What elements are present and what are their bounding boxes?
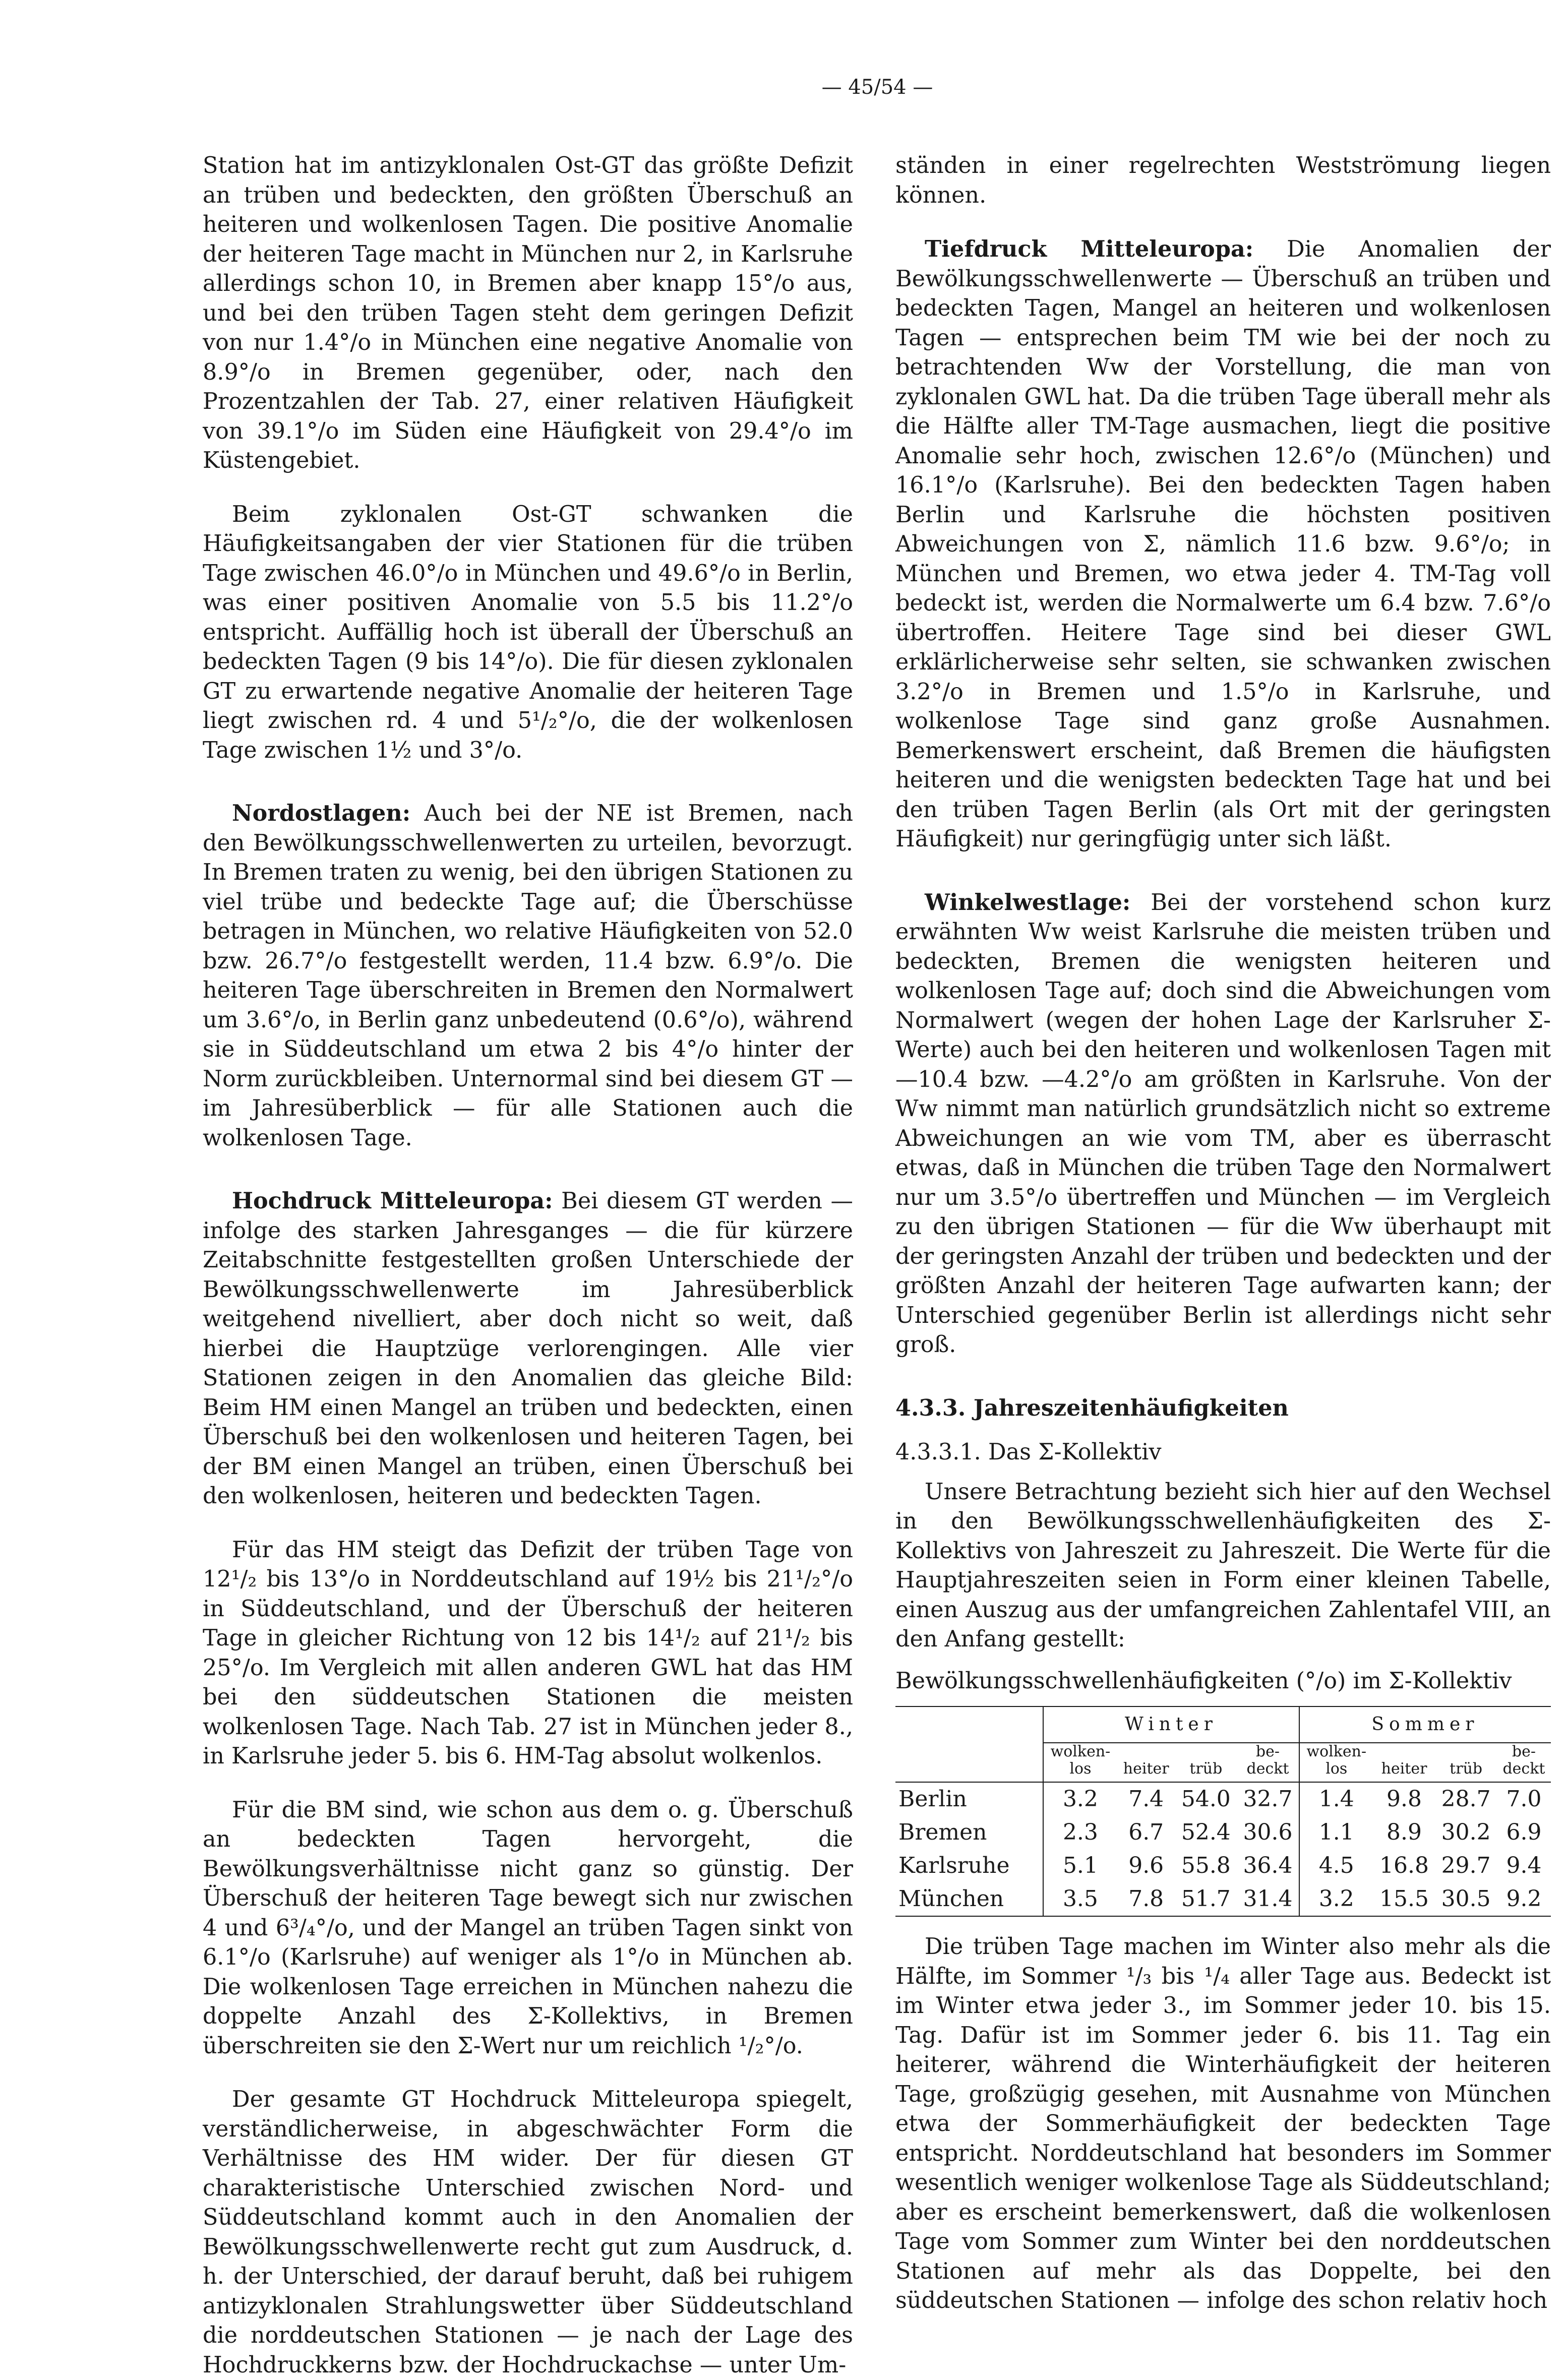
table-cell: 8.9 <box>1387 1819 1422 1845</box>
table-cell: 3.2 <box>1043 1782 1117 1816</box>
right-column <box>895 151 1551 2316</box>
paragraph-lead: Tiefdruck Mitteleuropa: <box>925 236 1254 262</box>
station-name: München <box>898 1886 1004 1912</box>
table-cell: 6.9 <box>1506 1819 1542 1845</box>
paragraph-text: Für das HM steigt das Defizit der trüben Tage von 12¹/₂ bis 13°/o in Norddeutschland auf 19½ bis 21¹/₂°/o in Süddeutschland, und der Überschuß der heiteren Tage in gleicher Richtung von 12 bis 14¹/₂ auf 21¹/₂ bis 25°/o. Im Vergleich mit allen anderen GWL hat das HM bei den süddeutschen Stationen die meisten wolkenlosen Tage. Nach Tab. 27 ist in München jeder 8., in Karlsruhe jeder 5. bis 6. HM-Tag absolut wolkenlos. <box>203 1537 853 1769</box>
left-column <box>203 151 853 2380</box>
table-subheader-row <box>895 1743 1551 1782</box>
table-cell: 6.7 <box>1128 1819 1164 1845</box>
table-group-header: Sommer <box>1299 1706 1551 1743</box>
table-cell: 7.8 <box>1128 1885 1164 1912</box>
table-cell: 15.5 <box>1379 1885 1429 1912</box>
table-column-header: trüb <box>1435 1743 1497 1782</box>
paragraph-text: ständen in einer regelrechten Westströmung liegen können. <box>895 153 1551 208</box>
table-caption: Bewölkungsschwellenhäufigkeiten (°/o) im Σ-Kollektiv <box>895 1668 1512 1694</box>
table-cell: 51.7 <box>1181 1885 1231 1912</box>
paragraph-text: Auch bei der NE ist Bremen, nach den Bewölkungsschwellenwerten zu urteilen, bevorzugt. In Bremen traten zu wenig, bei den übrigen Stationen zu viel trübe und bedeckte Tage auf; die Überschüsse betragen in München, wo relative Häufigkeiten von 52.0 bzw. 26.7°/o festgestellt werden, 11.4 bzw. 6.9°/o. Die heiteren Tage überschreiten in Bremen den Normalwert um 3.6°/o, in Berlin ganz unbedeutend (0.6°/o), während sie in Süddeutschland um etwa 2 bis 4°/o hinter der Norm zurückbleiben. Unternormal sind bei diesem GT — im Jahresüberblick — für alle Stationen auch die wolkenlosen Tage. <box>203 801 853 1151</box>
table-cell: 28.7 <box>1441 1786 1491 1812</box>
paragraph-text: Bei diesem GT werden — infolge des starken Jahresganges — die für kürzere Zeitabschnitte festgestellten großen Unterschiede der Bewölkungsschwellenwerte im Jahresüberblick weitgehend nivelliert, aber doch nicht so weit, daß hierbei die Hauptzüge verlorengingen. Alle vier Stationen zeigen in den Anomalien das gleiche Bild: Beim HM einen Mangel an trüben und bedeckten, einen Überschuß bei den wolkenlosen und heiteren Tagen, bei der BM einen Mangel an trüben, einen Überschuß bei den wolkenlosen, heiteren und bedeckten Tagen. <box>203 1188 854 1509</box>
table-cell: 4.5 <box>1299 1849 1373 1882</box>
paragraph <box>203 500 853 766</box>
paragraph <box>895 1932 1551 2316</box>
table-corner <box>895 1706 1043 1743</box>
table-cell: 9.4 <box>1506 1852 1542 1878</box>
paragraph <box>203 1186 853 1511</box>
table-cell: 54.0 <box>1181 1786 1231 1812</box>
paragraph-text: Für die BM sind, wie schon aus dem o. g. Überschuß an bedeckten Tagen hervorgeht, die Bewölkungsverhältnisse nicht ganz so günstig. Der Überschuß der heiteren Tage bewegt sich nur zwischen 4 und 6³/₄°/o, und der Mangel an trüben Tagen sinkt von 6.1°/o (Karlsruhe) auf weniger als 1°/o in München ab. Die wolkenlosen Tage erreichen in München nahezu die doppelte Anzahl des Σ-Kollektivs, in Bremen überschreiten sie den Σ-Wert nur um reichlich ¹/₂°/o. <box>203 1797 853 2059</box>
table-cell: 29.7 <box>1441 1852 1491 1878</box>
table-column-header: be- deckt <box>1237 1743 1299 1782</box>
table-cell: 32.7 <box>1243 1786 1293 1812</box>
table-group-header: Winter <box>1043 1706 1299 1743</box>
paragraph <box>895 888 1551 1360</box>
table-cell: 1.1 <box>1299 1816 1373 1849</box>
paragraph <box>203 799 853 1153</box>
table-row <box>895 1849 1551 1882</box>
table-cell: 9.8 <box>1387 1786 1422 1812</box>
table-cell: 30.2 <box>1441 1819 1491 1845</box>
table-row <box>895 1816 1551 1849</box>
table-cell: 30.6 <box>1243 1819 1293 1845</box>
table-cell: 9.6 <box>1128 1852 1164 1878</box>
table-column-header: trüb <box>1175 1743 1237 1782</box>
paragraph-text: Unsere Betrachtung bezieht sich hier auf den Wechsel in den Bewölkungsschwellenhäufigkeiten des Σ-Kollektivs von Jahreszeit zu Jahreszeit. Die Werte für die Hauptjahreszeiten seien in Form einer kleinen Tabelle, einen Auszug aus der umfangreichen Zahlentafel VIII, an den Anfang gestellt: <box>895 1479 1551 1652</box>
table-cell: 5.1 <box>1043 1849 1117 1882</box>
table-row <box>895 1782 1551 1816</box>
table-cell: 36.4 <box>1243 1852 1293 1878</box>
table-cell: 52.4 <box>1181 1819 1231 1845</box>
table-cell: 30.5 <box>1441 1885 1491 1912</box>
table-row <box>895 1882 1551 1916</box>
paragraph <box>203 2085 853 2380</box>
station-name: Berlin <box>898 1786 967 1812</box>
paragraph-lead: Nordostlagen: <box>232 800 411 826</box>
table-cell: 2.3 <box>1043 1816 1117 1849</box>
paragraph-lead: Hochdruck Mitteleuropa: <box>232 1188 553 1214</box>
paragraph-text: Die Anomalien der Bewölkungsschwellenwerte — Überschuß an trüben und bedeckten Tagen, Mangel an heiteren und wolkenlosen Tagen — entsprechen beim TM wie bei der noch zu betrachtenden Ww der Vorstellung, die man von zyklonalen GWL hat. Da die trüben Tage überall mehr als die Hälfte aller TM-Tage ausmachen, liegt die positive Anomalie sehr hoch, zwischen 12.6°/o (München) und 16.1°/o (Karlsruhe). Bei den bedeckten Tagen haben Berlin und Karlsruhe die höchsten positiven Abweichungen von Σ, nämlich 11.6 bzw. 9.6°/o; in München und Bremen, wo etwa jeder 4. TM-Tag voll bedeckt ist, werden die Normalwerte um 6.4 bzw. 7.6°/o übertroffen. Heitere Tage sind bei dieser GWL erklärlicherweise sehr selten, sie schwanken zwischen 3.2°/o in Bremen und 1.5°/o in Karlsruhe, und wolkenlose Tage sind ganz große Ausnahmen. Bemerkenswert erscheint, daß Bremen die häufigsten heiteren und die wenigsten bedeckten Tage hat und bei den trüben Tagen Berlin (als Ort mit der geringsten Häufigkeit) nur geringfügig unter sich läßt. <box>895 236 1551 852</box>
paragraph-text: Der gesamte GT Hochdruck Mitteleuropa spiegelt, verständlicherweise, in abgeschwächter Form die Verhältnisse des HM wider. Der für diesen GT charakteristische Unterschied zwischen Nord- und Süddeutschland kommt auch in den Anomalien der Bewölkungsschwellenwerte recht gut zum Ausdruck, d. h. der Unterschied, der darauf beruht, daß bei ruhigem antizyklonalen Strahlungswetter über Süddeutschland die norddeutschen Stationen — je nach der Lage des Hochdruckkerns bzw. der Hochdruckachse — unter Um- <box>203 2087 853 2378</box>
paragraph-text: Beim zyklonalen Ost-GT schwanken die Häufigkeitsangaben der vier Stationen für die trüben Tage zwischen 46.0°/o in München und 49.6°/o in Berlin, was einer positiven Anomalie von 5.5 bis 11.2°/o entspricht. Auffällig hoch ist überall der Überschuß an bedeckten Tagen (9 bis 14°/o). Die für diesen zyklonalen GT zu erwartende negative Anomalie der heiteren Tage liegt zwischen rd. 4 und 5¹/₂°/o, die der wolkenlosen Tage zwischen 1½ und 3°/o. <box>203 501 853 763</box>
paragraph <box>895 151 1551 210</box>
table-column-header: be- deckt <box>1497 1743 1551 1782</box>
paragraph-text: Die trüben Tage machen im Winter also mehr als die Hälfte, im Sommer ¹/₃ bis ¹/₄ aller Tage aus. Bedeckt ist im Winter etwa jeder 3., im Sommer jeder 10. bis 15. Tag. Dafür ist im Sommer jeder 6. bis 11. Tag ein heiterer, während die Winterhäufigkeit der heiteren Tage, großzügig gesehen, mit Ausnahme von München etwa der Sommerhäufigkeit der bedeckten Tage entspricht. Norddeutschland hat besonders im Sommer wesentlich weniger wolkenlose Tage als Süddeutschland; aber es erscheint bemerkenswert, daß die wolkenlosen Tage vom Sommer zum Winter bei den norddeutschen Stationen auf mehr als das Doppelte, bei den süddeutschen Stationen — infolge des schon relativ hoch <box>895 1934 1551 2313</box>
table-cell: 9.2 <box>1506 1885 1542 1912</box>
table-cell: 7.0 <box>1506 1786 1542 1812</box>
paragraph <box>203 151 853 476</box>
paragraph-lead: Winkelwestlage: <box>925 889 1131 916</box>
station-name: Bremen <box>898 1819 987 1845</box>
paragraph <box>895 1478 1551 1655</box>
section-heading: 4.3.3. Jahreszeitenhäufigkeiten <box>895 1394 1289 1421</box>
page-number: — 45/54 — <box>821 76 933 99</box>
table-cell: 1.4 <box>1299 1782 1373 1816</box>
table-cell: 3.2 <box>1299 1882 1373 1916</box>
table-column-header: wolken- los <box>1299 1743 1373 1782</box>
subsection-heading: 4.3.3.1. Das Σ-Kollektiv <box>895 1439 1162 1465</box>
table-cell: 31.4 <box>1243 1885 1293 1912</box>
table-cell: 55.8 <box>1181 1852 1231 1878</box>
table-column-header: wolken- los <box>1043 1743 1117 1782</box>
table-corner <box>895 1743 1043 1782</box>
table-body <box>895 1782 1551 1916</box>
table-column-header: heiter <box>1117 1743 1175 1782</box>
paragraph-text: Bei der vorstehend schon kurz erwähnten Ww weist Karlsruhe die meisten trüben und bedeckten, Bremen die wenigsten heiteren und wolkenlosen Tage auf; doch sind die Abweichungen vom Normalwert (wegen der hohen Lage der Karlsruher Σ-Werte) auch bei den heiteren und wolkenlosen Tagen mit —10.4 bzw. —4.2°/o am größten in Karlsruhe. Von der Ww nimmt man natürlich grundsätzlich nicht so extreme Abweichungen an wie vom TM, aber es überrascht etwas, daß in München die trüben Tage den Normalwert nur um 3.5°/o übertreffen und München — im Vergleich zu den übrigen Stationen — für die Ww überhaupt mit der geringsten Anzahl der trüben und bedeckten und der größten Anzahl der heiteren Tage aufwarten kann; der Unterschied gegenüber Berlin ist allerdings nicht sehr groß. <box>895 889 1551 1358</box>
table-cell: 16.8 <box>1379 1852 1429 1878</box>
cloudiness-table <box>895 1706 1551 1916</box>
paragraph <box>203 1796 853 2061</box>
table-column-header: heiter <box>1373 1743 1435 1782</box>
paragraph <box>895 234 1551 855</box>
paragraph-text: Station hat im antizyklonalen Ost-GT das größte Defizit an trüben und bedeckten, den größten Überschuß an heiteren und wolkenlosen Tagen. Die positive Anomalie der heiteren Tage macht in München nur 2, in Karlsruhe allerdings schon 10, in Bremen aber knapp 15°/o aus, und bei den trüben Tagen steht dem geringen Defizit von nur 1.4°/o in München eine negative Anomalie von 8.9°/o in Bremen gegenüber, oder, nach den Prozentzahlen der Tab. 27, einer relativen Häufigkeit von 39.1°/o im Süden eine Häufigkeit von 29.4°/o im Küstengebiet. <box>203 153 853 473</box>
table-cell: 7.4 <box>1128 1786 1164 1812</box>
station-name: Karlsruhe <box>898 1853 1010 1878</box>
paragraph <box>203 1536 853 1772</box>
table-cell: 3.5 <box>1043 1882 1117 1916</box>
